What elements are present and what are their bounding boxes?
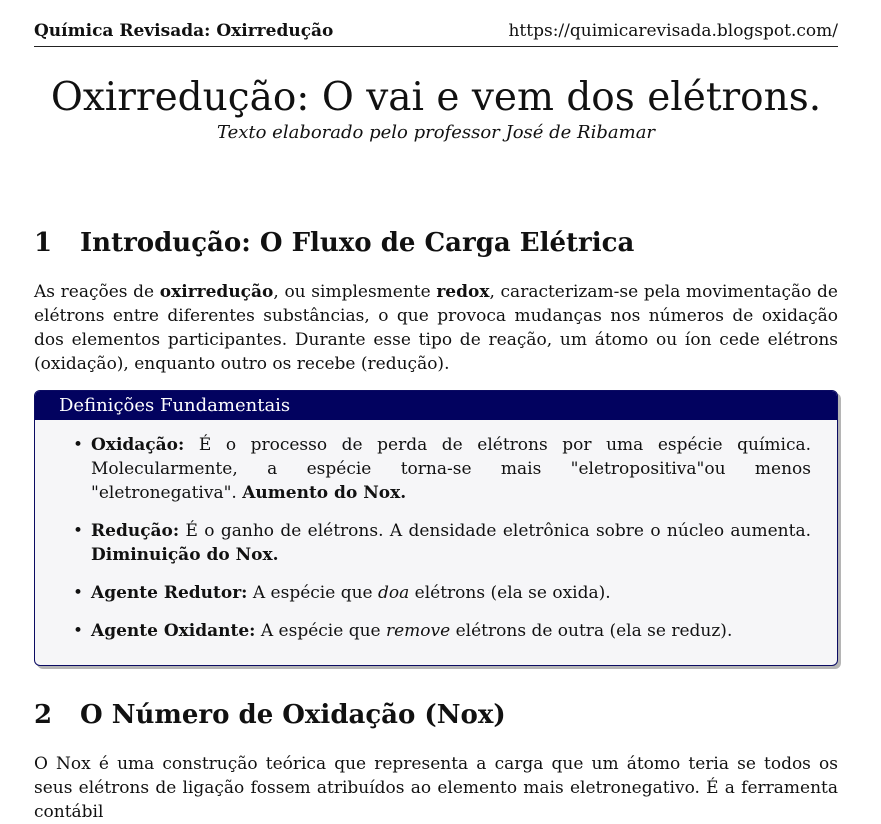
nox-paragraph: O Nox é uma construção teórica que representa a carga que um átomo teria se todos os seus elétrons de ligação fossem atribuídos ao elemento mais eletronegativo. É a ferramenta contábil [34,754,838,822]
intro-text-2: , ou simplesmente [273,282,437,302]
section-2-number: 2 [34,700,53,730]
definition-text: elétrons (ela se oxida). [409,583,611,603]
definition-item-agente-oxidante [91,619,811,643]
intro-text-3: , caracterizam-se pela movimentação de elétrons entre diferentes substâncias, o que provoca mudanças nos números de oxidação dos elementos participantes. Durante esse tipo de reação, um átomo ou íon cede elétrons (oxidação), enquanto outro os recebe (redução). [34,282,838,374]
section-2-heading [34,700,838,730]
definition-italic: doa [378,583,410,603]
document-subtitle: Texto elaborado pelo professor José de Ribamar [216,122,656,143]
intro-bold-oxirreducao: oxirredução [159,282,274,302]
definitions-box-title: Definições Fundamentais [35,391,837,420]
definition-emphasis: Aumento do Nox. [242,483,407,503]
definition-text: elétrons de outra (ela se reduz). [450,621,733,641]
intro-text-1: As reações de [34,282,160,302]
intro-bold-redox: redox [436,282,490,302]
header-title: Química Revisada: Oxirredução [34,21,334,41]
definition-term: Redução: [91,521,180,541]
definition-item-agente-redutor [91,581,811,605]
document-title: Oxirredução: O vai e vem dos elétrons. [50,75,822,120]
definitions-list [91,433,811,657]
definition-item-reducao [91,519,811,567]
section-1-title: Introdução: O Fluxo de Carga Elétrica [80,228,635,258]
definition-term: Oxidação: [91,435,185,455]
definitions-box [34,390,838,666]
definition-text: A espécie que [260,621,386,641]
section-1-heading [34,228,838,258]
definition-term: Agente Oxidante: [91,621,256,641]
section-1-number: 1 [34,228,53,258]
definition-italic: remove [386,621,451,641]
header-url: https://quimicarevisada.blogspot.com/ [508,21,838,41]
section-2-title: O Número de Oxidação (Nox) [80,700,506,730]
definition-text: É o ganho de elétrons. A densidade eletrônica sobre o núcleo aumenta. [185,521,812,541]
definition-item-oxidacao [91,433,811,505]
running-header [34,20,838,47]
intro-paragraph [34,280,838,376]
definition-term: Agente Redutor: [91,583,248,603]
definition-emphasis: Diminuição do Nox. [91,545,279,565]
definition-text: A espécie que [252,583,378,603]
definition-text: É o processo de perda de elétrons por uma espécie química. Molecularmente, a espécie torna-se mais "eletropositiva"ou menos "eletronegativa". [91,435,812,503]
